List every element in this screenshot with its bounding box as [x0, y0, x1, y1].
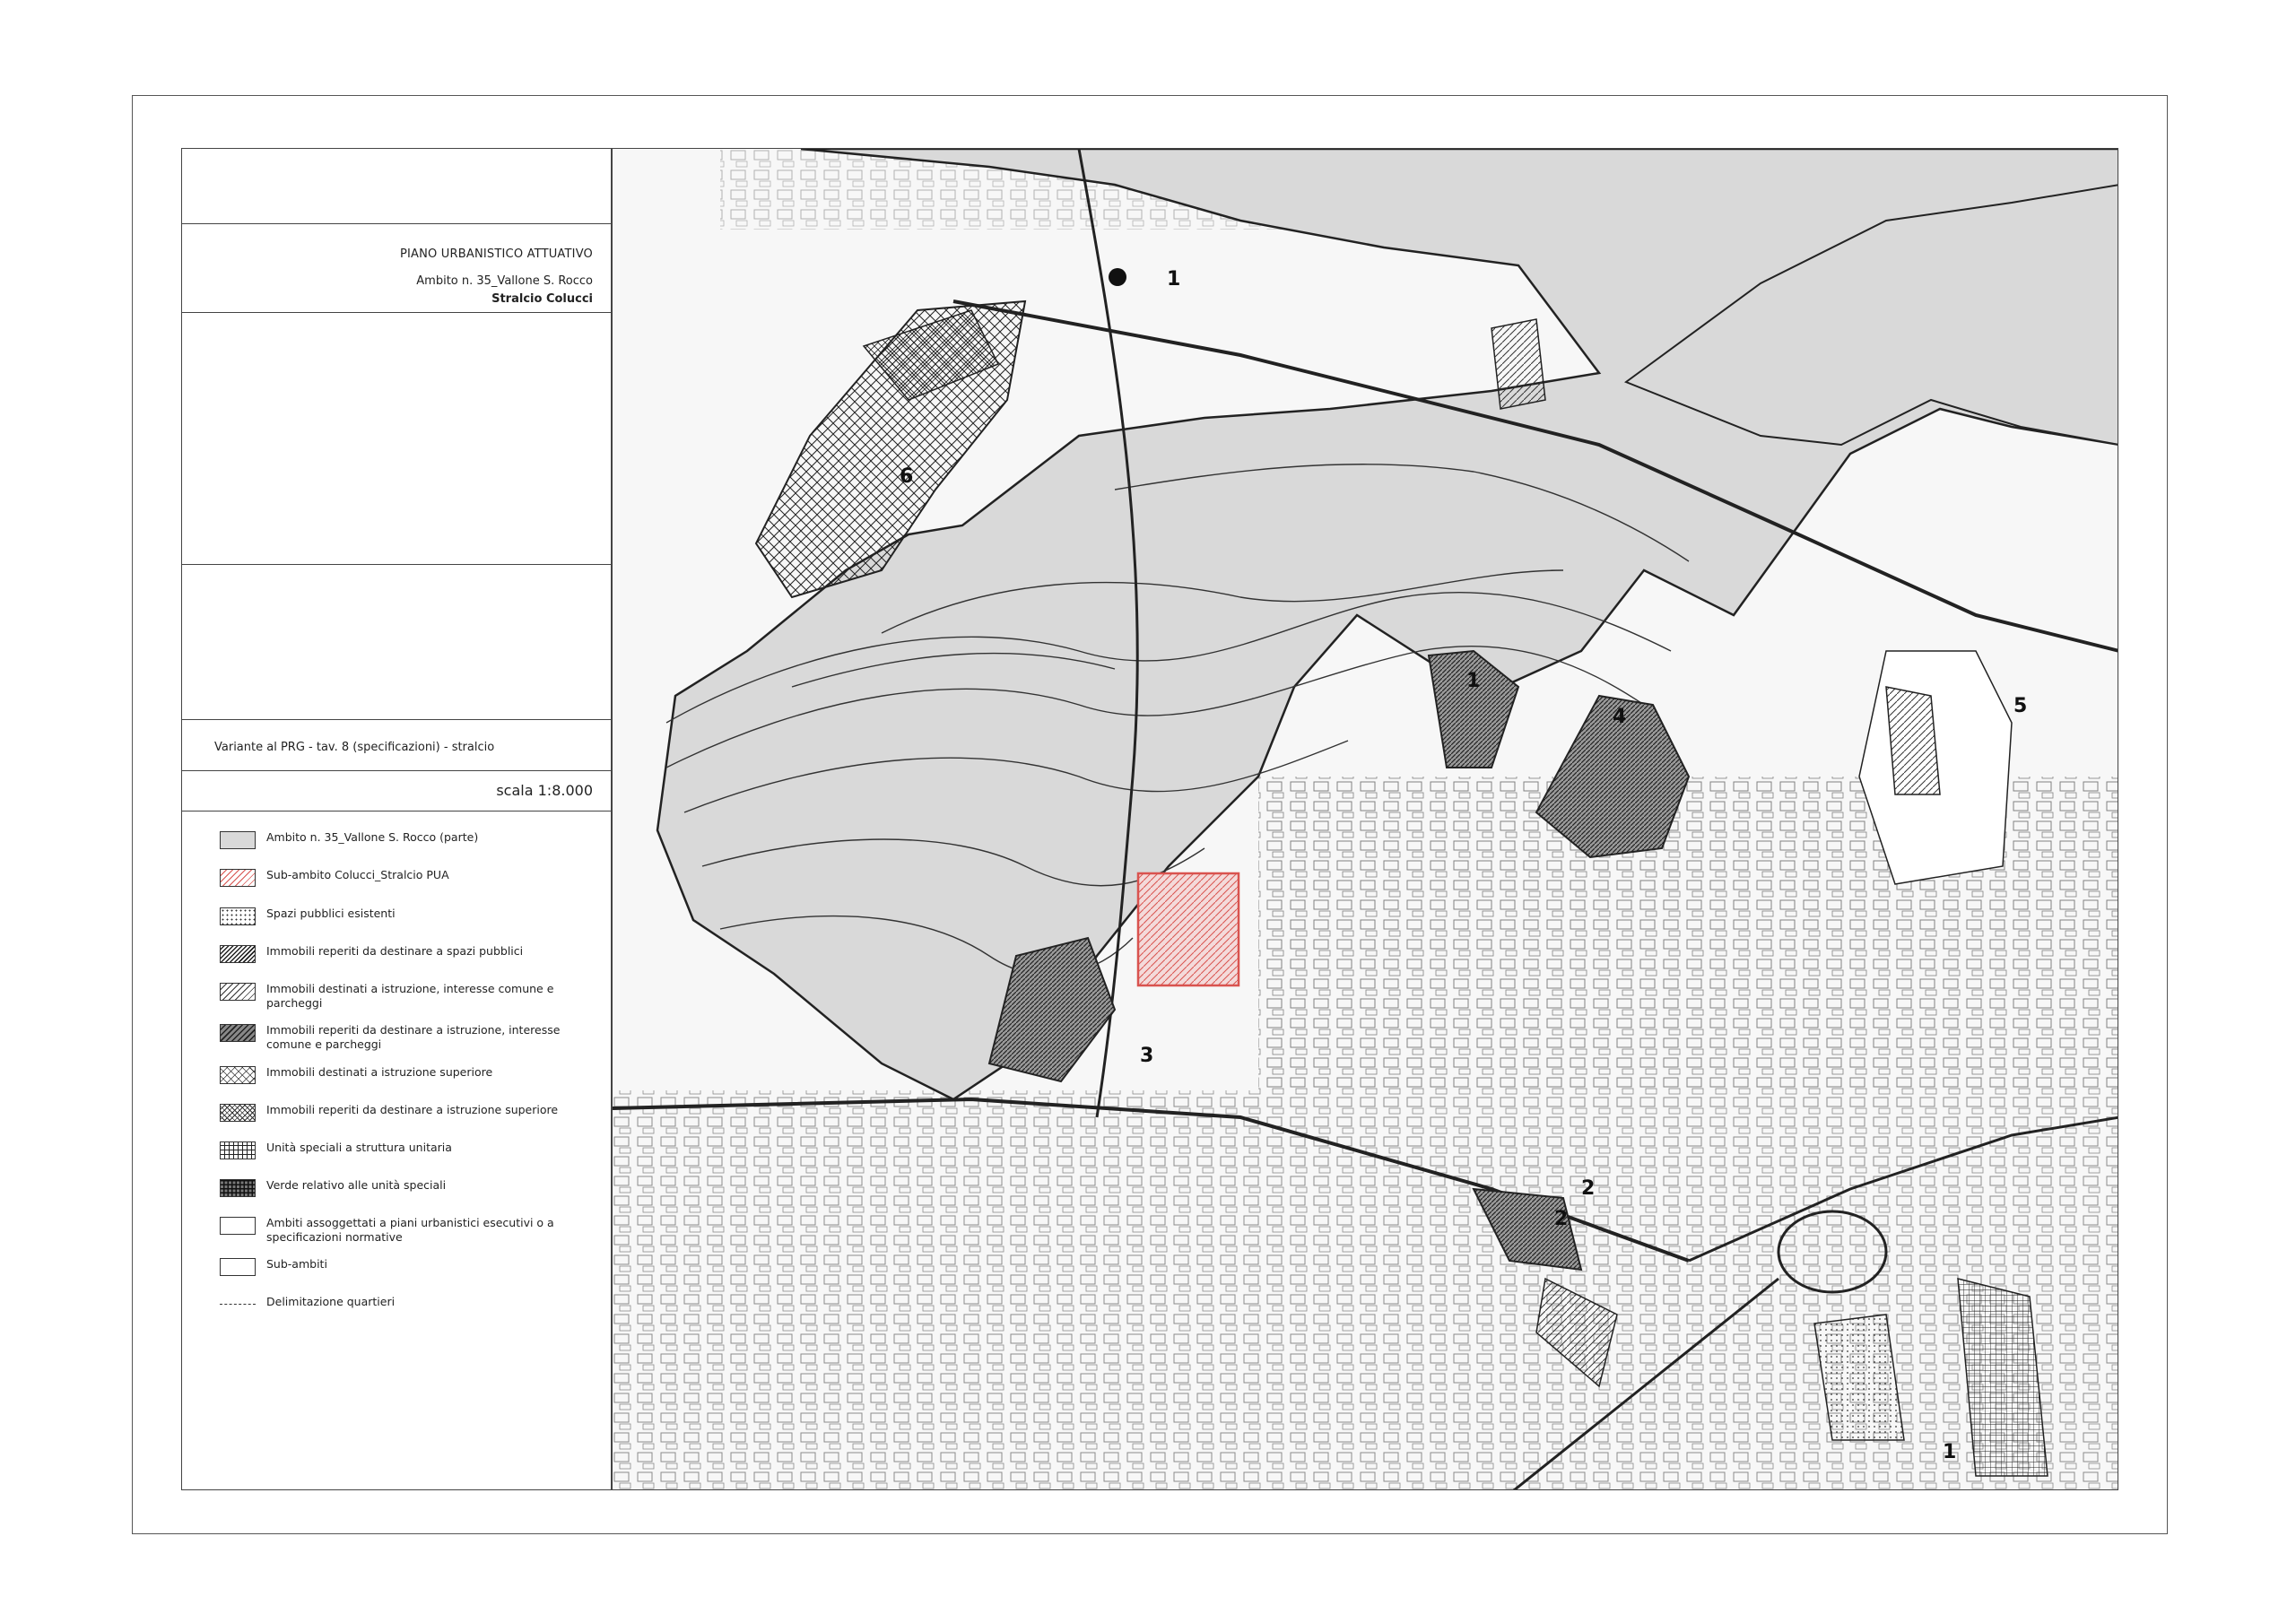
plan-stralcio: Stralcio Colucci: [491, 292, 593, 306]
variante-label: Variante al PRG - tav. 8 (specificazioni) - stralcio: [214, 741, 495, 754]
legend-label: Spazi pubblici esistenti: [266, 907, 396, 920]
sidebar-divider: [182, 223, 611, 224]
map-number-label: 3: [1140, 1045, 1154, 1067]
legend-swatch: [220, 983, 256, 1001]
legend-swatch: [220, 831, 256, 849]
legend-swatch: [220, 1258, 256, 1276]
city-map: [613, 149, 2118, 1490]
legend-label: Immobili destinati a istruzione, interesse comune e parcheggi: [266, 982, 554, 1010]
legend-label: Immobili destinati a istruzione superiore: [266, 1065, 493, 1079]
legend-label: Immobili reperiti da destinare a istruzione superiore: [266, 1103, 559, 1116]
map-number-label: 1: [1466, 670, 1481, 692]
legend-label: Unità speciali a struttura unitaria: [266, 1141, 452, 1154]
legend-swatch: [220, 1304, 256, 1305]
legend-label: Ambiti assoggettati a piani urbanistici esecutivi o a specificazioni normative: [266, 1216, 554, 1244]
sidebar-divider: [182, 811, 611, 812]
legend-label: Sub-ambiti: [266, 1257, 327, 1271]
legend-label: Sub-ambito Colucci_Stralcio PUA: [266, 868, 449, 881]
sidebar-divider: [182, 564, 611, 565]
sidebar-divider: [182, 312, 611, 313]
subambito-colucci: [1138, 873, 1239, 985]
legend-label: Immobili reperiti da destinare a istruzione, interesse comune e parcheggi: [266, 1023, 561, 1051]
map-number-label: 1: [1943, 1441, 1957, 1463]
legend-label: Delimitazione quartieri: [266, 1295, 396, 1308]
plan-title: PIANO URBANISTICO ATTUATIVO: [399, 247, 593, 261]
map-number-label: 2: [1581, 1177, 1596, 1200]
legend-swatch: [220, 907, 256, 925]
area-diag-north: [1492, 319, 1545, 409]
legend-swatch: [220, 1066, 256, 1084]
legend-swatch: [220, 869, 256, 887]
plan-ambito: Ambito n. 35_Vallone S. Rocco: [416, 274, 593, 288]
legend-swatch: [220, 1104, 256, 1122]
map-number-label: 4: [1613, 706, 1627, 728]
sidebar-divider: [182, 770, 611, 771]
map-number-label: 6: [900, 465, 914, 488]
map-number-label: 2: [1554, 1208, 1569, 1230]
area-diag-east: [1886, 687, 1940, 794]
map-number-label: 1: [1167, 268, 1181, 291]
map-view[interactable]: [612, 148, 2118, 1490]
legend-swatch: [220, 1179, 256, 1197]
legend-swatch: [220, 945, 256, 963]
scale-label: scala 1:8.000: [496, 782, 593, 799]
legend-label: Immobili reperiti da destinare a spazi pubblici: [266, 944, 524, 958]
map-geometry: [613, 149, 2118, 1490]
location-dot-icon: [1109, 268, 1126, 286]
map-number-label: 5: [2013, 695, 2028, 717]
legend-swatch: [220, 1217, 256, 1235]
legend-swatch: [220, 1024, 256, 1042]
legend-label: Ambito n. 35_Vallone S. Rocco (parte): [266, 830, 479, 844]
legend-sidebar: [181, 148, 612, 1490]
legend-label: Verde relativo alle unità speciali: [266, 1178, 447, 1192]
sidebar-divider: [182, 719, 611, 720]
legend-swatch: [220, 1141, 256, 1159]
